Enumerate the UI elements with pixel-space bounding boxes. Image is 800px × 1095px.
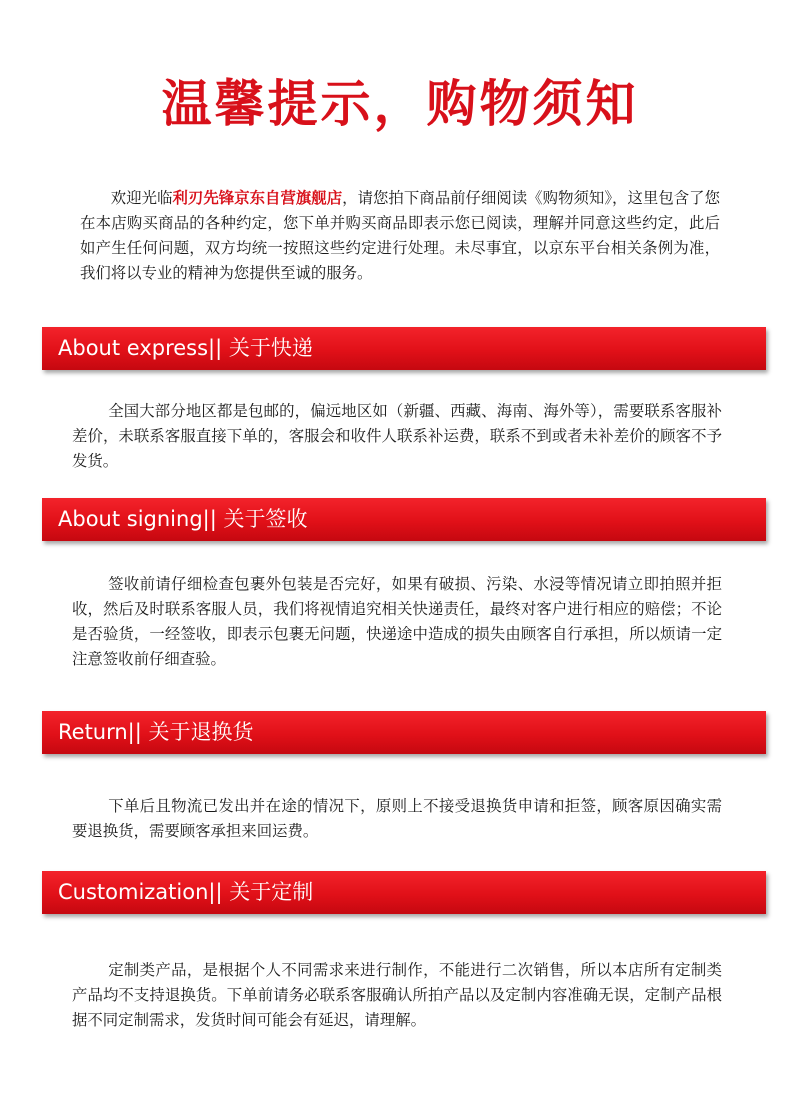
section-body-signing: 签收前请仔细检查包裹外包装是否完好，如果有破损、污染、水浸等情况请立即拍照并拒收，然后及时联系客服人员，我们将视情追究相关快递责任，最终对客户进行相应的赔偿；不论是否验货，一经签收，即表示包裹无问题，快递途中造成的损失由顾客自行承担，所以烦请一定注意签收前仔细查验。 xyxy=(72,575,722,668)
section-body-customization: 定制类产品，是根据个人不同需求来进行制作，不能进行二次销售，所以本店所有定制类产品均不支持退换货。下单前请务必联系客服确认所拍产品以及定制内容准确无误，定制产品根据不同定制需求，发货时间可能会有延迟，请理解。 xyxy=(72,961,722,1029)
section-body-return: 下单后且物流已发出并在途的情况下，原则上不接受退换货申请和拒签，顾客原因确实需要退换货，需要顾客承担来回运费。 xyxy=(72,797,722,840)
shop-name: 利刃先锋京东自营旗舰店 xyxy=(172,189,343,207)
intro-prefix: 欢迎光临 xyxy=(110,189,173,207)
section-heading-express: About express|| 关于快递 xyxy=(58,336,313,360)
section-heading-customization: Customization|| 关于定制 xyxy=(58,880,314,904)
page-title: 温馨提示，购物须知 xyxy=(161,75,639,133)
intro-text: ，请您拍下商品前仔细阅读《购物须知》，这里包含了您在本店购买商品的各种约定，您下单并购买商品即表示您已阅读，理解并同意这些约定，此后如产生任何问题，双方均统一按照这些约定进行处理。未尽事宜，以京东平台相关条例为准，我们将以专业的精神为您提供至诚的服务。 xyxy=(80,189,720,282)
section-body-express: 全国大部分地区都是包邮的，偏远地区如（新疆、西藏、海南、海外等），需要联系客服补差价，未联系客服直接下单的，客服会和收件人联系补运费，联系不到或者未补差价的顾客不予发货。 xyxy=(72,402,722,470)
section-heading-signing: About signing|| 关于签收 xyxy=(58,507,308,531)
intro-paragraph xyxy=(80,186,720,286)
section-banner-return xyxy=(42,711,766,754)
section-banner-signing xyxy=(42,498,766,541)
section-banner-customization xyxy=(42,871,766,914)
section-heading-return: Return|| 关于退换货 xyxy=(58,720,254,744)
section-banner-express xyxy=(42,327,766,370)
